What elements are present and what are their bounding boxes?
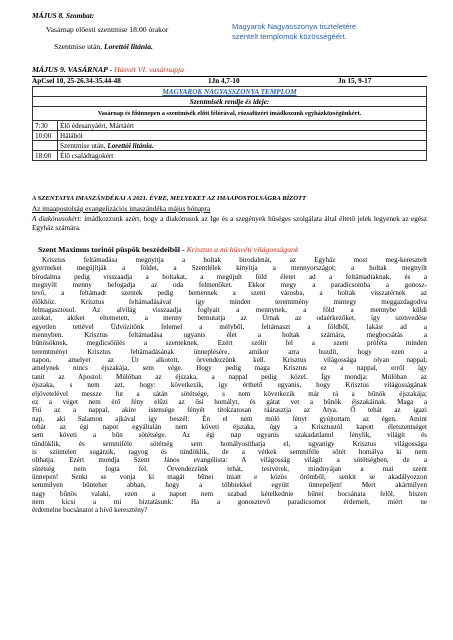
- may9-reading-1: ApCsel 10, 25-26.34-35.44-48: [32, 77, 121, 85]
- sermon-line: amelynek nincs éjszakája, sem vége. Hogy pedig maga Krisztus ez a nappal, erről így: [32, 364, 427, 373]
- schedule-title: Szentmisék rendje és ideje:: [33, 97, 427, 107]
- schedule-intention: Élő édesanyáért, Mártáért: [58, 121, 427, 131]
- sermon-title-source: Szent Maximus torinói püspök beszédeiből -: [38, 245, 185, 254]
- may8-litany-name: Lorettói litánia.: [104, 42, 153, 51]
- schedule-row: [33, 121, 427, 131]
- sermon-line: teremtményt Krisztus feltámadásának ünneplésére, amikor arra buzdít, hogy ezen a: [32, 347, 427, 356]
- sermon-line: semmilyen bűnteher abban, hogy a többiekkel együtt ünnepeljen! Mert akármilyen: [32, 481, 427, 490]
- sermon-line: birodalma pedig visszaadja a holtakat, a megújult föld életet ad a feltámadtaknak, és a: [32, 272, 427, 281]
- sermon-line: mennyben. Krisztus feltámadása ugyanis élet a holtak számára, megbocsátás a: [32, 331, 427, 340]
- may9-feast: Húsvét VI. vasárnapja: [114, 65, 185, 74]
- sermon-title-theme: Krisztus a mi húsvéti világosságunk: [186, 245, 299, 254]
- sermon-line: Fiú az a nappal, akire istensége fényét titokzatosan ráárasztja az Atya. Ő tehát az igazi: [32, 406, 427, 415]
- may8-vigil-mass: Vasárnap előesti szentmise 18:00 órakor: [46, 25, 169, 34]
- sermon-line: azokat, akiket eltemetett, a menny bemutatja az Úrnak az odaérkezőket, így szenvedése: [32, 314, 427, 323]
- sermon-line: sem követi a bűn sötétsége. Az égi nap ugyanis szakadatlanul fénylik, világít és: [32, 431, 427, 440]
- prayer-intentions-subheading: Az imaapostolság evangelizációs imaszándéka május hónapra: [32, 205, 211, 213]
- sermon-line: Krisztus feltámadása megnyitja a holtak birodalmát, az Egyház most meg-keresztelt: [42, 256, 427, 264]
- schedule-time: 10:00: [33, 131, 58, 141]
- schedule-intention: [58, 141, 427, 151]
- schedule-note: Vasárnap és főünnepen a szentmisék előtt félórával, rózsafüzért imádkozunk egyházközségünkért.: [33, 107, 427, 121]
- sermon-line: érdemelne bocsánatot a hívő keresztény?: [32, 506, 148, 515]
- schedule-time: 7:30: [33, 121, 58, 131]
- may8-litany: [54, 43, 153, 52]
- sermon-line: éjszaka, s nem azt, hogy: következik, így érthető ugyanis, hogy Krisztus világosságának: [32, 381, 427, 390]
- sermon-line: nem kicsi a mi biztatásunk: Ha a gonosztevő paradicsomot érdemelt, miért ne: [32, 497, 427, 506]
- sermon-line: megnyílt menny befogadja az oda felmenőket. Ekkor megy a paradicsomba a gonosz-: [32, 281, 427, 290]
- sermon-line: felmagasztosul. Az alvilág visszaadja foglyait a mennynek, a föld a mennybe küldi: [32, 306, 427, 315]
- intention-label: A diakónusokért:: [32, 215, 82, 223]
- schedule-litany-prefix: Szentmise után,: [60, 141, 106, 150]
- may9-reading-3: Jn 15, 9-17: [338, 77, 372, 85]
- sermon-line: egyetlen tettével Üdvözítőnk felemel a mélyből, feltámaszt a földből, lakást ad a: [32, 322, 427, 331]
- sermon-line: nagy bűnös valaki, ezen a napon nem szabad kételkednie bűnei bocsánata felől, hiszen: [32, 489, 427, 498]
- sermon-line: ünnepen! Senki se vonja ki magát bűnei miatt e közös örömből; senkit se akadályozzon: [32, 472, 427, 481]
- sermon-line: tevő, a feltámadt szentek pedig bemennek a szent városba, a holtak visszatérnek az: [32, 289, 427, 298]
- sermon-line: eljövetelével messze fut a sátán sötétsége, s nem következik már rá a bűnök éjszakája;: [32, 389, 427, 398]
- may9-date: MÁJUS 9. VASÁRNAP -: [32, 65, 113, 74]
- schedule-row: [33, 131, 427, 141]
- sermon-line: napon, amelyet az Úr alkotott, örvendezzünk kell. Krisztus világossága olyan nappal,: [32, 356, 427, 365]
- sermon-line: tündöklik, és semmiféle sötétség sem homályosíthatja el, ugyanígy Krisztus világossága: [32, 439, 427, 448]
- sermon-line: tanít az Apostol: Múlóban az éjszaka, a nappal pedig közel. Így mondja: Múlóban az: [32, 372, 427, 381]
- sermon-line: is szüntelen sugárzik, ragyog és tündöklik, de a vétkek semmiféle sötét homálya ki nem: [32, 447, 427, 456]
- schedule-time: 18:00: [33, 151, 58, 161]
- schedule-time: [33, 141, 58, 151]
- may9-heading: [32, 65, 184, 74]
- schedule-litany-name: Lorettói litánia.: [107, 141, 154, 150]
- sermon-line: olthatja. Ezért mondja Szent János evangélista: A világosság világít a sötétségben, de a: [32, 456, 427, 465]
- may8-intention-note: Magyarok Nagyasszonya tiszteletére szentelt templomok közösségéért.: [232, 22, 357, 41]
- sermon-line: gyermekei megújítják a földet, a Szentlélek kinyitja a mennyországot; a holtak megnyílt: [32, 264, 427, 273]
- schedule-intention: Hálából: [58, 131, 427, 141]
- may9-reading-2: 1Jn 4,7-10: [208, 77, 240, 85]
- sermon-line: nap, aki Salamon ajkával így beszél: Én el nem múló fényt gyújtottam az égen. Amint: [32, 414, 427, 423]
- schedule-intention: Élő családtagokért: [58, 151, 427, 161]
- sermon-line: bűnösöknek, megdicsőülés a szenteknek. Ezért szólít fel a szent próféta minden: [32, 339, 427, 348]
- sermon-line: élőkhöz. Krisztus feltámadásával így minden teremtmény mintegy meggazdagodva: [32, 297, 427, 306]
- may8-litany-prefix: Szentmise után,: [54, 42, 103, 51]
- schedule-row: [33, 151, 427, 161]
- sermon-title: [38, 245, 298, 254]
- sermon-line: sötétség nem fogta fel. Örvendezzünk tehát, testvérek, mindnyájan a mai szent: [32, 464, 427, 473]
- sermon-line: ez a véget nem érő fény elűzi az ősi homályt, és gátat vet a bűnök éjszakáinak. Maga a: [32, 397, 427, 406]
- intention-body: imádkozzunk azért, hogy a diakónusok az Ige és a szegények hűséges szolgálata által éltető jelek legyenek az egész Egyház számára.: [32, 215, 427, 232]
- sermon-line: tehát az égi napot egyáltalán nem követi éjszaka, úgy a Krisztustól kapott életszentséget: [32, 422, 427, 431]
- prayer-intentions-heading: A SZENTATYA IMASZÁNDÉKAI A 2021. ÉVRE, MELYEKET AZ IMAAPOSTOLSÁGRA BÍZOTT: [32, 195, 307, 202]
- prayer-intention-text: [32, 215, 427, 233]
- may8-heading: MÁJUS 8. Szombat:: [32, 11, 95, 20]
- church-name: MAGYAROK NAGYASSZONYA TEMPLOM: [33, 87, 427, 97]
- sermon-body: [32, 256, 427, 515]
- mass-schedule: [32, 86, 427, 161]
- schedule-row: [33, 141, 427, 151]
